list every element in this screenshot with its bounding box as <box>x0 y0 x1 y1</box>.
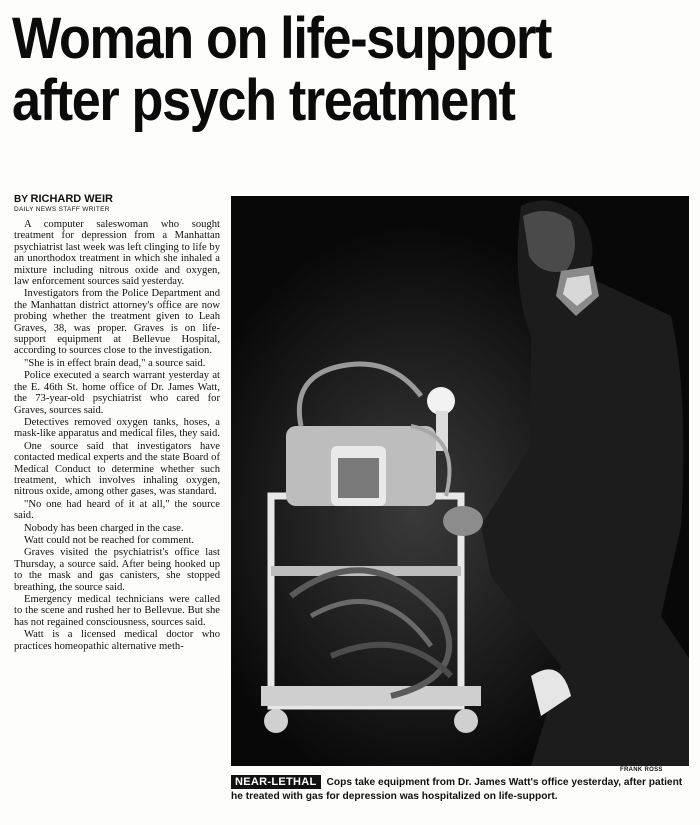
byline-author-line <box>14 193 224 205</box>
caption-text: Cops take equipment from Dr. James Watt's office yesterday, after patient he treated with gas for depression was hospitalized on life-support. <box>231 777 683 802</box>
photo-credit: FRANK ROSS <box>620 767 663 773</box>
headline-line-2: after psych treatment <box>12 68 515 133</box>
byline-author: RICHARD WEIR <box>30 193 113 205</box>
article-paragraph: "No one had heard of it at all," the source said. <box>14 498 220 522</box>
article-paragraph: Police executed a search warrant yesterday at the E. 46th St. home office of Dr. James Watt, the 73-year-old psychiatrist who cared for Graves, sources said. <box>14 370 220 416</box>
article-paragraph: Emergency medical technicians were called to the scene and rushed her to Bellevue. But she has not regained consciousness, sources said. <box>14 594 220 628</box>
article-body <box>14 219 220 653</box>
news-photo <box>231 196 689 766</box>
headline <box>12 8 624 132</box>
byline <box>14 193 224 213</box>
photo-caption <box>231 775 693 804</box>
article-paragraph: One source said that investigators have contacted medical experts and the state Board of Medical Conduct to determine whether such treatment, which involves inhaling oxygen, nitrous oxide, among other gases, was standard. <box>14 440 220 498</box>
article-paragraph: "She is in effect brain dead," a source said. <box>24 357 206 369</box>
caption-tag: NEAR-LETHAL <box>231 775 321 789</box>
headline-line-1: Woman on life-support <box>12 6 552 71</box>
byline-prefix: BY <box>14 194 28 205</box>
article-paragraph: Watt could not be reached for comment. <box>24 534 195 546</box>
article-paragraph: Graves visited the psychiatrist's office last Thursday, a source said. After being hooked up to the mask and gas canisters, she stopped breathing, the source said. <box>14 547 220 593</box>
article-paragraph: Investigators from the Police Department and the Manhattan district attorney's office are now probing whether the treatment given to Leah Graves, 38, was proper. Graves is on life-support equipment at Bellevue Hospital, according to sources close to the investigation. <box>14 288 220 357</box>
byline-role: DAILY NEWS STAFF WRITER <box>14 206 110 213</box>
article-paragraph: Nobody has been charged in the case. <box>24 522 184 534</box>
photo-illustration <box>231 196 689 766</box>
article-paragraph: Detectives removed oxygen tanks, hoses, a mask-like apparatus and medical files, they said. <box>14 416 220 440</box>
article-paragraph: A computer saleswoman who sought treatment for depression from a Manhattan psychiatrist last week was left clinging to life by an unorthodox treatment in which she inhaled a mixture including nitrous oxide and oxygen, law enforcement sources said yesterday. <box>14 219 220 288</box>
article-paragraph: Watt is a licensed medical doctor who practices homeopathic alternative meth- <box>14 629 220 652</box>
